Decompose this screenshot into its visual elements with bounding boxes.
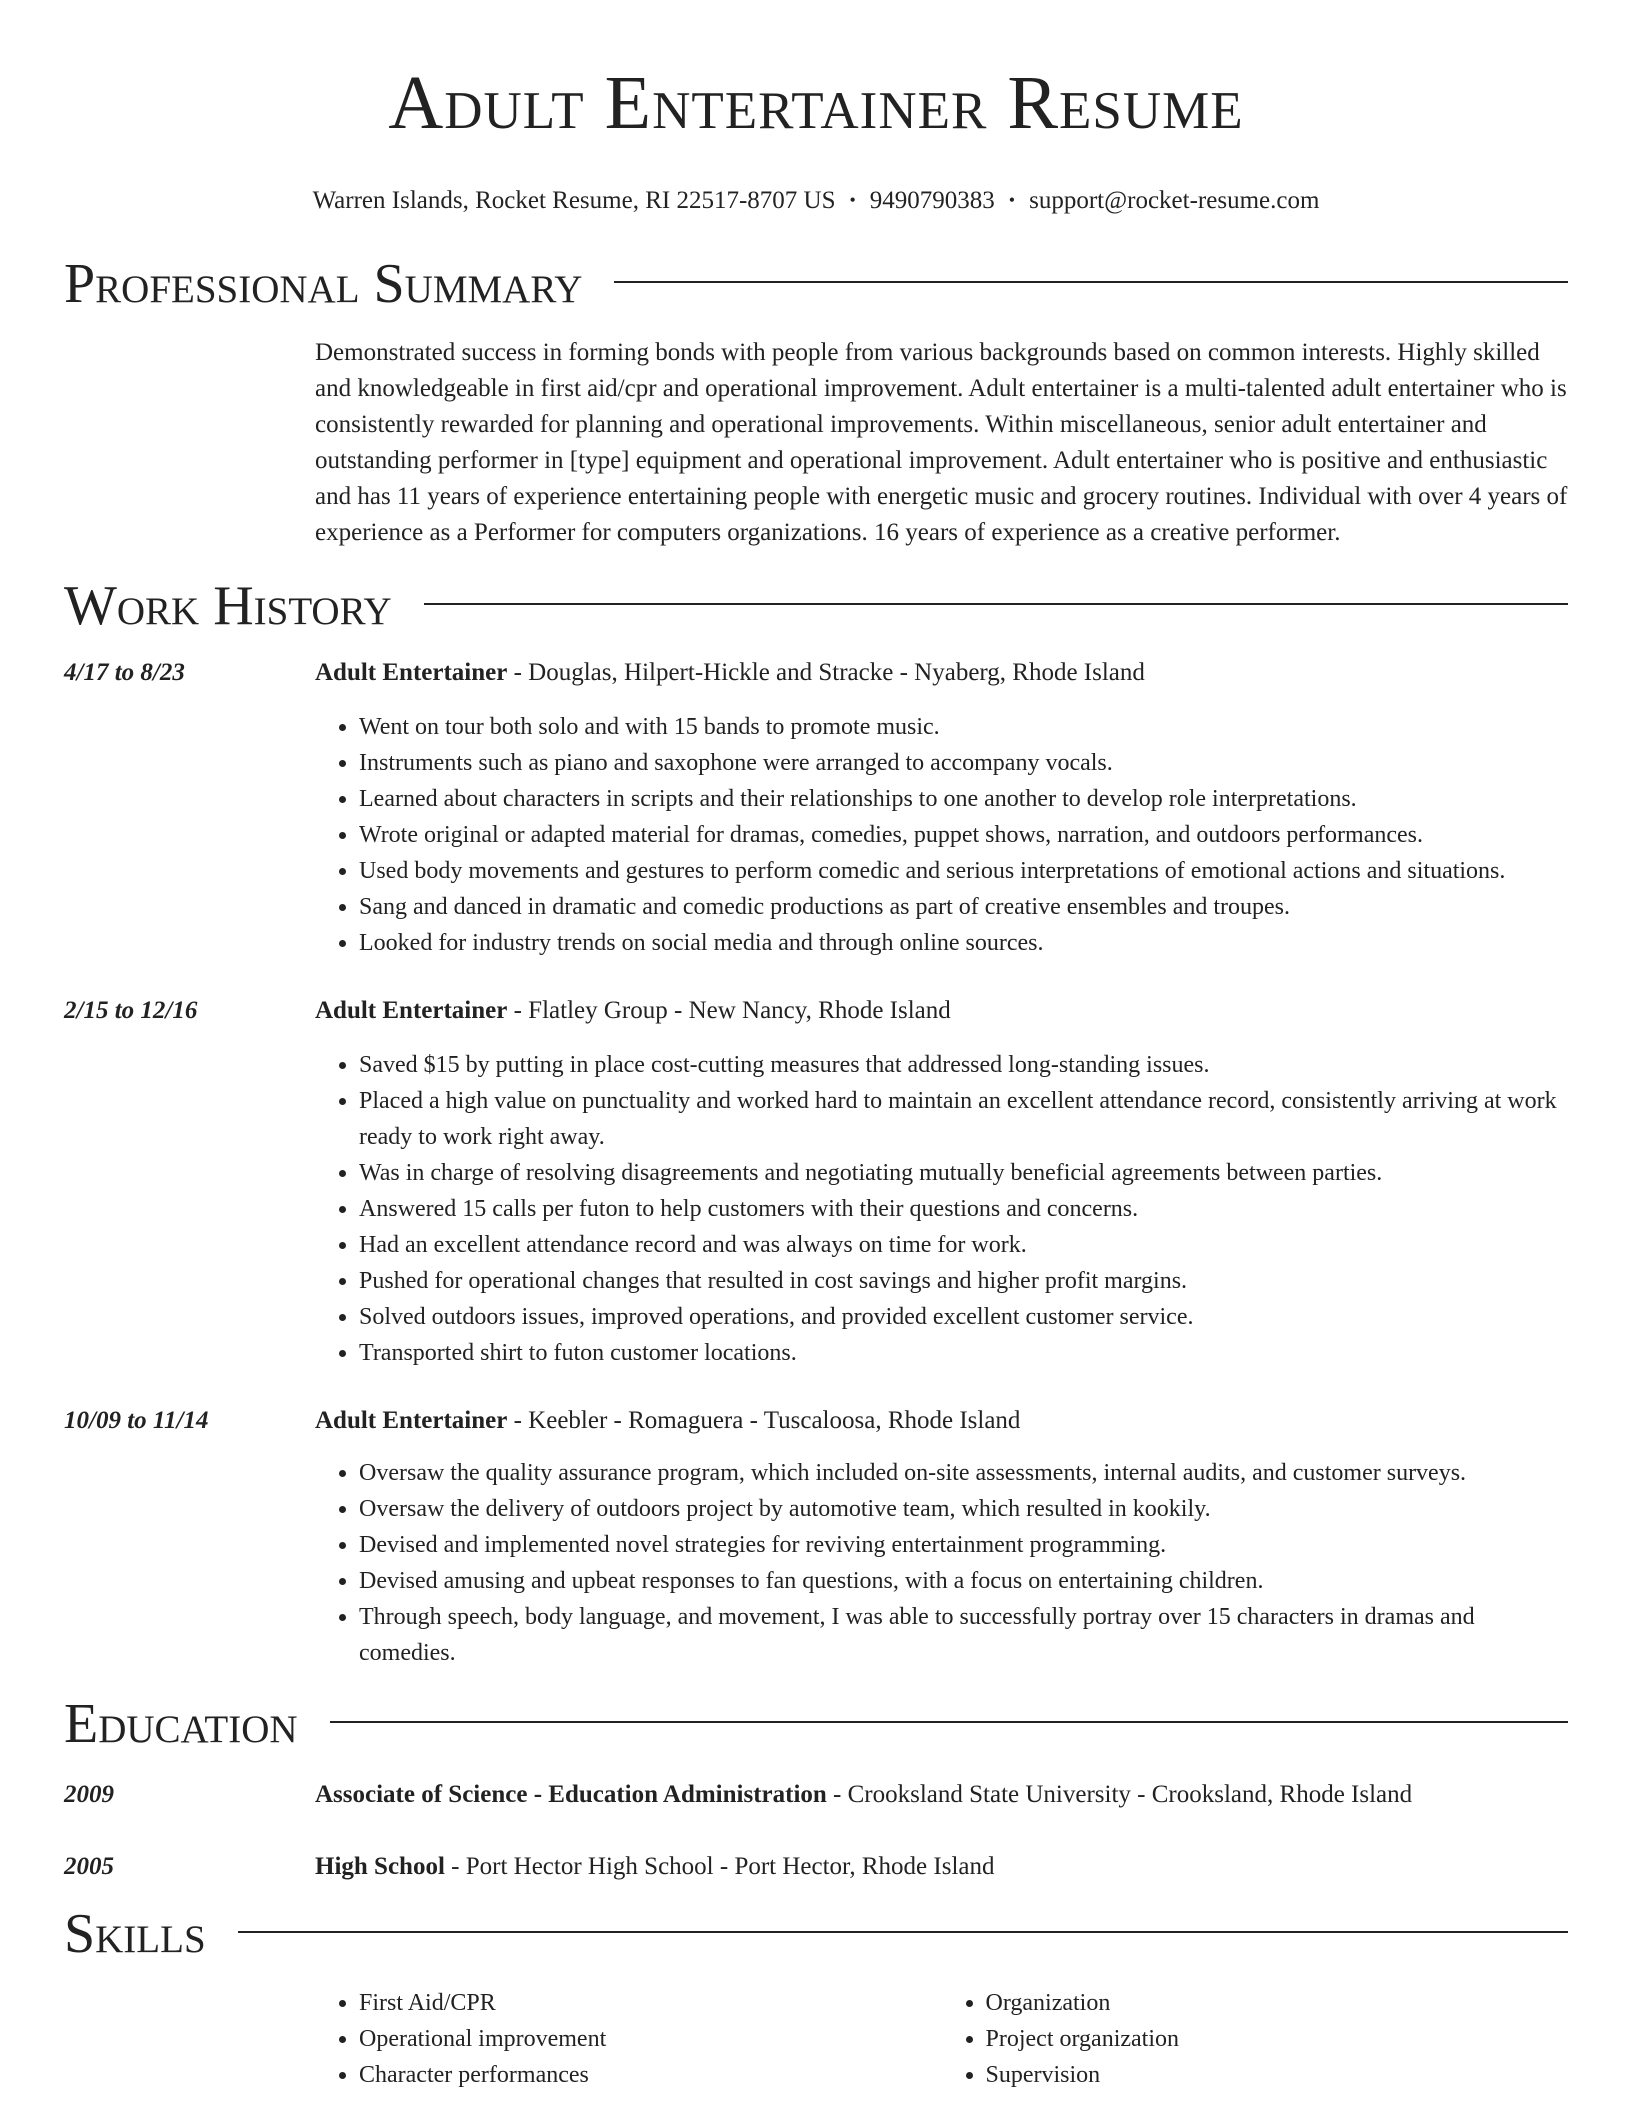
summary-heading: Professional Summary xyxy=(64,253,583,315)
education-year: 2005 xyxy=(64,1853,114,1880)
skills-row xyxy=(64,1985,1568,2093)
job-bullets xyxy=(315,709,1568,961)
skills-section-header xyxy=(64,1901,1568,1967)
list-item: • Went on tour both solo and with 15 bands to promote music. xyxy=(359,709,1568,745)
list-item: • Oversaw the delivery of outdoors project by automotive team, which resulted in kookily. xyxy=(359,1491,1568,1527)
list-item: • Answered 15 calls per futon to help customers with their questions and concerns. xyxy=(359,1191,1568,1227)
job-bullets xyxy=(315,1047,1568,1371)
job-dates: 2/15 to 12/16 xyxy=(64,997,198,1024)
skill-item: • Project organization xyxy=(986,2021,1569,2057)
summary-section-header xyxy=(64,251,1568,317)
list-item: • Devised amusing and upbeat responses to fan questions, with a focus on entertaining children. xyxy=(359,1563,1568,1599)
skill-item: • Character performances xyxy=(359,2057,942,2093)
job-title: Adult Entertainer xyxy=(315,997,508,1024)
job-header xyxy=(315,1403,1568,1439)
list-item: • Placed a high value on punctuality and worked hard to maintain an excellent attendance record, consistently arriving at work ready to work right away. xyxy=(359,1083,1568,1155)
contact-line xyxy=(64,186,1568,217)
job-bullets xyxy=(315,1455,1568,1671)
list-item: • Sang and danced in dramatic and comedic productions as part of creative ensembles and troupes. xyxy=(359,889,1568,925)
job-entry xyxy=(64,1403,1568,1671)
summary-row xyxy=(64,335,1568,551)
job-details: - Douglas, Hilpert-Hickle and Stracke - Nyaberg, Rhode Island xyxy=(507,659,1145,686)
list-item: • Learned about characters in scripts and their relationships to one another to develop role interpretations. xyxy=(359,781,1568,817)
job-title: Adult Entertainer xyxy=(315,1407,508,1434)
list-item: • Pushed for operational changes that resulted in cost savings and higher profit margins. xyxy=(359,1263,1568,1299)
education-section-header xyxy=(64,1691,1568,1757)
skills-list-left xyxy=(315,1985,942,2093)
list-item: • Instruments such as piano and saxophone were arranged to accompany vocals. xyxy=(359,745,1568,781)
list-item: • Oversaw the quality assurance program, which included on-site assessments, internal audits, and customer surveys. xyxy=(359,1455,1568,1491)
work-section-header xyxy=(64,573,1568,639)
education-details: - Port Hector High School - Port Hector, Rhode Island xyxy=(444,1853,995,1880)
education-year: 2009 xyxy=(64,1781,114,1808)
job-dates: 10/09 to 11/14 xyxy=(64,1407,209,1434)
resume-title: Adult Entertainer Resume xyxy=(388,61,1244,145)
job-entry xyxy=(64,655,1568,961)
list-item: • Looked for industry trends on social media and through online sources. xyxy=(359,925,1568,961)
education-heading: Education xyxy=(64,1693,298,1755)
section-divider xyxy=(614,281,1568,283)
section-divider xyxy=(238,1931,1568,1933)
skill-item: • First Aid/CPR xyxy=(359,1985,942,2021)
list-item: • Had an excellent attendance record and was always on time for work. xyxy=(359,1227,1568,1263)
work-heading: Work History xyxy=(64,575,392,637)
skills-columns xyxy=(315,1985,1568,2093)
education-entry xyxy=(64,1777,1568,1813)
list-item: • Was in charge of resolving disagreements and negotiating mutually beneficial agreements between parties. xyxy=(359,1155,1568,1191)
contact-email: support@rocket-resume.com xyxy=(1029,187,1320,214)
section-divider xyxy=(424,603,1568,605)
skills-heading: Skills xyxy=(64,1903,206,1965)
job-header xyxy=(315,655,1568,691)
section-divider xyxy=(330,1721,1568,1723)
job-details: - Keebler - Romaguera - Tuscaloosa, Rhode Island xyxy=(507,1407,1021,1434)
list-item: • Saved $15 by putting in place cost-cutting measures that addressed long-standing issues. xyxy=(359,1047,1568,1083)
education-entry xyxy=(64,1849,1568,1885)
skills-list-right xyxy=(942,1985,1569,2093)
list-item: • Solved outdoors issues, improved operations, and provided excellent customer service. xyxy=(359,1299,1568,1335)
job-header xyxy=(315,993,1568,1029)
job-details: - Flatley Group - New Nancy, Rhode Island xyxy=(507,997,951,1024)
contact-phone: 9490790383 xyxy=(869,187,995,214)
job-entry xyxy=(64,993,1568,1371)
list-item: • Through speech, body language, and movement, I was able to successfully portray over 15 characters in dramas and comedies. xyxy=(359,1599,1568,1671)
contact-separator: • xyxy=(1008,190,1016,210)
list-item: • Devised and implemented novel strategies for reviving entertainment programming. xyxy=(359,1527,1568,1563)
education-degree: Associate of Science - Education Administration xyxy=(315,1781,827,1808)
skill-item: • Operational improvement xyxy=(359,2021,942,2057)
list-item: • Transported shirt to futon customer locations. xyxy=(359,1335,1568,1371)
contact-separator: • xyxy=(849,190,856,210)
education-details: - Crooksland State University - Crooksland, Rhode Island xyxy=(826,1781,1413,1808)
job-dates: 4/17 to 8/23 xyxy=(64,659,185,686)
list-item: • Wrote original or adapted material for dramas, comedies, puppet shows, narration, and outdoors performances. xyxy=(359,817,1568,853)
job-title: Adult Entertainer xyxy=(315,659,508,686)
contact-address: Warren Islands, Rocket Resume, RI 22517-8707 US xyxy=(312,187,836,214)
skill-item: • Organization xyxy=(986,1985,1569,2021)
summary-text: Demonstrated success in forming bonds with people from various backgrounds based on common interests. Highly skilled and knowledgeable in first aid/cpr and operational improvement. Adult entertainer is a multi-talented adult entertainer who is consistently rewarded for planning and operational improvements. Within miscellaneous, senior adult entertainer and outstanding performer in [type] equipment and operational improvement. Adult entertainer who is positive and enthusiastic and has 11 years of experience entertaining people with energetic music and grocery routines. Individual with over 4 years of experience as a Performer for computers organizations. 16 years of experience as a creative performer. xyxy=(315,339,1568,546)
skill-item: • Supervision xyxy=(986,2057,1569,2093)
list-item: • Used body movements and gestures to perform comedic and serious interpretations of emotional actions and situations. xyxy=(359,853,1568,889)
education-degree: High School xyxy=(315,1853,445,1880)
